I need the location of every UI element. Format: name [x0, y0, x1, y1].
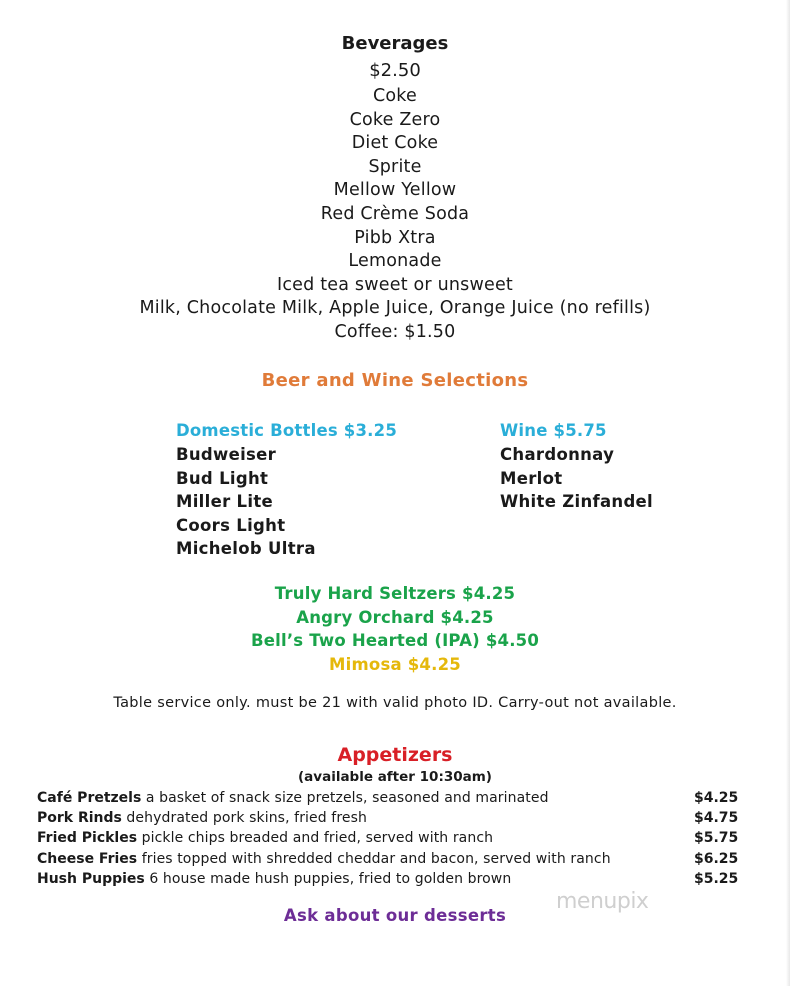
appetizer-name: Pork Rinds [37, 810, 122, 827]
appetizer-price: $5.25 [694, 870, 739, 887]
appetizer-price: $5.75 [694, 830, 739, 847]
appetizer-description: a basket of snack size pretzels, seasoned and marinated [141, 790, 549, 806]
appetizers-subtitle: (available after 10:30am) [298, 769, 492, 785]
appetizer-description: dehydrated pork skins, fried fresh [121, 810, 367, 827]
beer-item: Bud Light [176, 468, 269, 488]
appetizer-description: pickle chips breaded and fried, served with ranch [137, 830, 494, 847]
appetizer-price: $4.75 [694, 810, 739, 827]
wine-list [500, 443, 653, 514]
beverages-list [0, 85, 790, 345]
domestic-bottles-list [176, 443, 397, 561]
appetizer-price: $4.25 [694, 790, 739, 806]
appetizer-name: Hush Puppies [37, 870, 145, 887]
beverages-title: Beverages [341, 33, 449, 54]
beer-item: Miller Lite [176, 492, 274, 511]
special-drink-item: Bell’s Two Hearted (IPA) $4.50 [250, 631, 540, 651]
wine-item: White Zinfandel [500, 492, 654, 511]
menupix-watermark: menupix [556, 889, 649, 914]
appetizer-name: Café Pretzels [37, 790, 142, 806]
beverage-item: Iced tea sweet or unsweet [277, 274, 513, 295]
appetizer-name: Cheese Fries [37, 850, 138, 867]
beverage-item: Diet Coke [351, 133, 439, 154]
special-drink-item: Truly Hard Seltzers $4.25 [274, 584, 516, 603]
appetizer-name: Fried Pickles [37, 830, 138, 847]
wine-column [500, 419, 653, 514]
beer-item: Budweiser [176, 445, 277, 464]
beverage-item: Milk, Chocolate Milk, Apple Juice, Orange Juice (no refills) [139, 298, 651, 319]
appetizer-price: $6.25 [694, 850, 739, 867]
beer-item: Coors Light [176, 515, 286, 535]
appetizers-list [37, 788, 737, 889]
appetizers-title: Appetizers [337, 744, 453, 766]
domestic-bottles-heading: Domestic Bottles $3.25 [176, 421, 397, 440]
beer-item: Michelob Ultra [176, 539, 316, 558]
appetizer-description: 6 house made hush puppies, fried to golden brown [144, 870, 512, 887]
wine-item: Chardonnay [500, 445, 615, 464]
special-drink-item: Mimosa $4.25 [329, 654, 461, 674]
alcohol-notice: Table service only. must be 21 with valid photo ID. Carry-out not available. [113, 695, 677, 711]
dessert-note: Ask about our desserts [283, 906, 507, 925]
beverage-item: Coke [372, 86, 417, 106]
special-drink-item: Angry Orchard $4.25 [296, 607, 494, 627]
appetizer-description: fries topped with shredded cheddar and bacon, served with ranch [137, 850, 611, 867]
appetizer-row [37, 828, 737, 848]
special-drinks-list [0, 582, 790, 676]
wine-heading: Wine $5.75 [500, 421, 607, 440]
beverage-item: Mellow Yellow [333, 180, 457, 201]
beverage-item: Red Crème Soda [320, 203, 470, 224]
beverage-item: Coke Zero [349, 109, 441, 130]
beverage-item-coffee: Coffee: $1.50 [334, 321, 456, 342]
wine-item: Merlot [500, 468, 563, 488]
beverages-price: $2.50 [369, 60, 421, 81]
beer-wine-title: Beer and Wine Selections [261, 370, 529, 391]
appetizer-row [37, 849, 737, 869]
beverage-item: Lemonade [348, 251, 442, 272]
appetizer-row [37, 869, 737, 889]
appetizer-row [37, 808, 737, 828]
appetizer-row [37, 788, 737, 808]
domestic-bottles-column [176, 419, 397, 561]
beverage-item: Sprite [368, 156, 422, 177]
beverage-item: Pibb Xtra [354, 227, 436, 248]
